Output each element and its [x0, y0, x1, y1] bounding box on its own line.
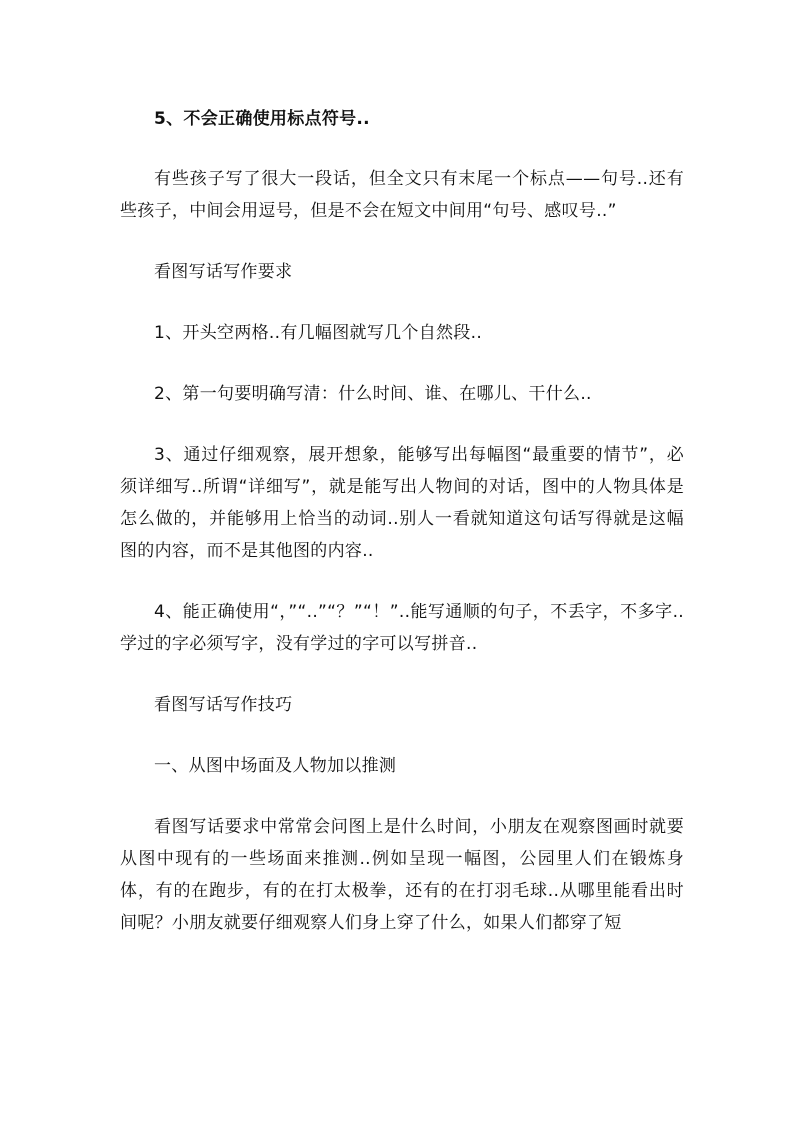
section-title-writing-requirements: 看图写话写作要求	[154, 262, 293, 282]
paragraph-technique-1: 看图写话要求中常常会问图上是什么时间，小朋友在观察图画时就要从图中现有的一些场面来推测..例如呈现一幅图，公园里人们在锻炼身体，有的在跑步，有的在打太极拳，还有的在打羽毛球..从哪里能看出时间呢？小朋友就要仔细观察人们身上穿了什么，如果人们都穿了短	[120, 817, 684, 933]
section-title-writing-techniques: 看图写话写作技巧	[154, 695, 293, 715]
paragraph-punctuation-problem: 有些孩子写了很大一段话，但全文只有末尾一个标点——句号..还有些孩子，中间会用逗号，但是不会在短文中间用“句号、感叹号..”	[120, 169, 684, 221]
requirement-item-2: 2、第一句要明确写清：什么时间、谁、在哪儿、干什么..	[154, 384, 592, 404]
requirement-item-1: 1、开头空两格..有几幅图就写几个自然段..	[154, 323, 483, 343]
document-body	[120, 103, 684, 939]
requirement-item-4: 4、能正确使用“，”“..”“？”“！”..能写通顺的句子，不丢字，不多字..学过的字必须写字，没有学过的字可以写拼音..	[120, 602, 684, 654]
section-heading-punctuation: 5、不会正确使用标点符号..	[154, 109, 370, 129]
technique-heading-1: 一、从图中场面及人物加以推测	[154, 756, 397, 776]
requirement-item-3: 3、通过仔细观察，展开想象，能够写出每幅图“最重要的情节”，必须详细写..所谓“详细写”，就是能写出人物间的对话，图中的人物具体是怎么做的，并能够用上恰当的动词..别人一看就知道这句话写得就是这幅图的内容，而不是其他图的内容..	[120, 445, 684, 561]
